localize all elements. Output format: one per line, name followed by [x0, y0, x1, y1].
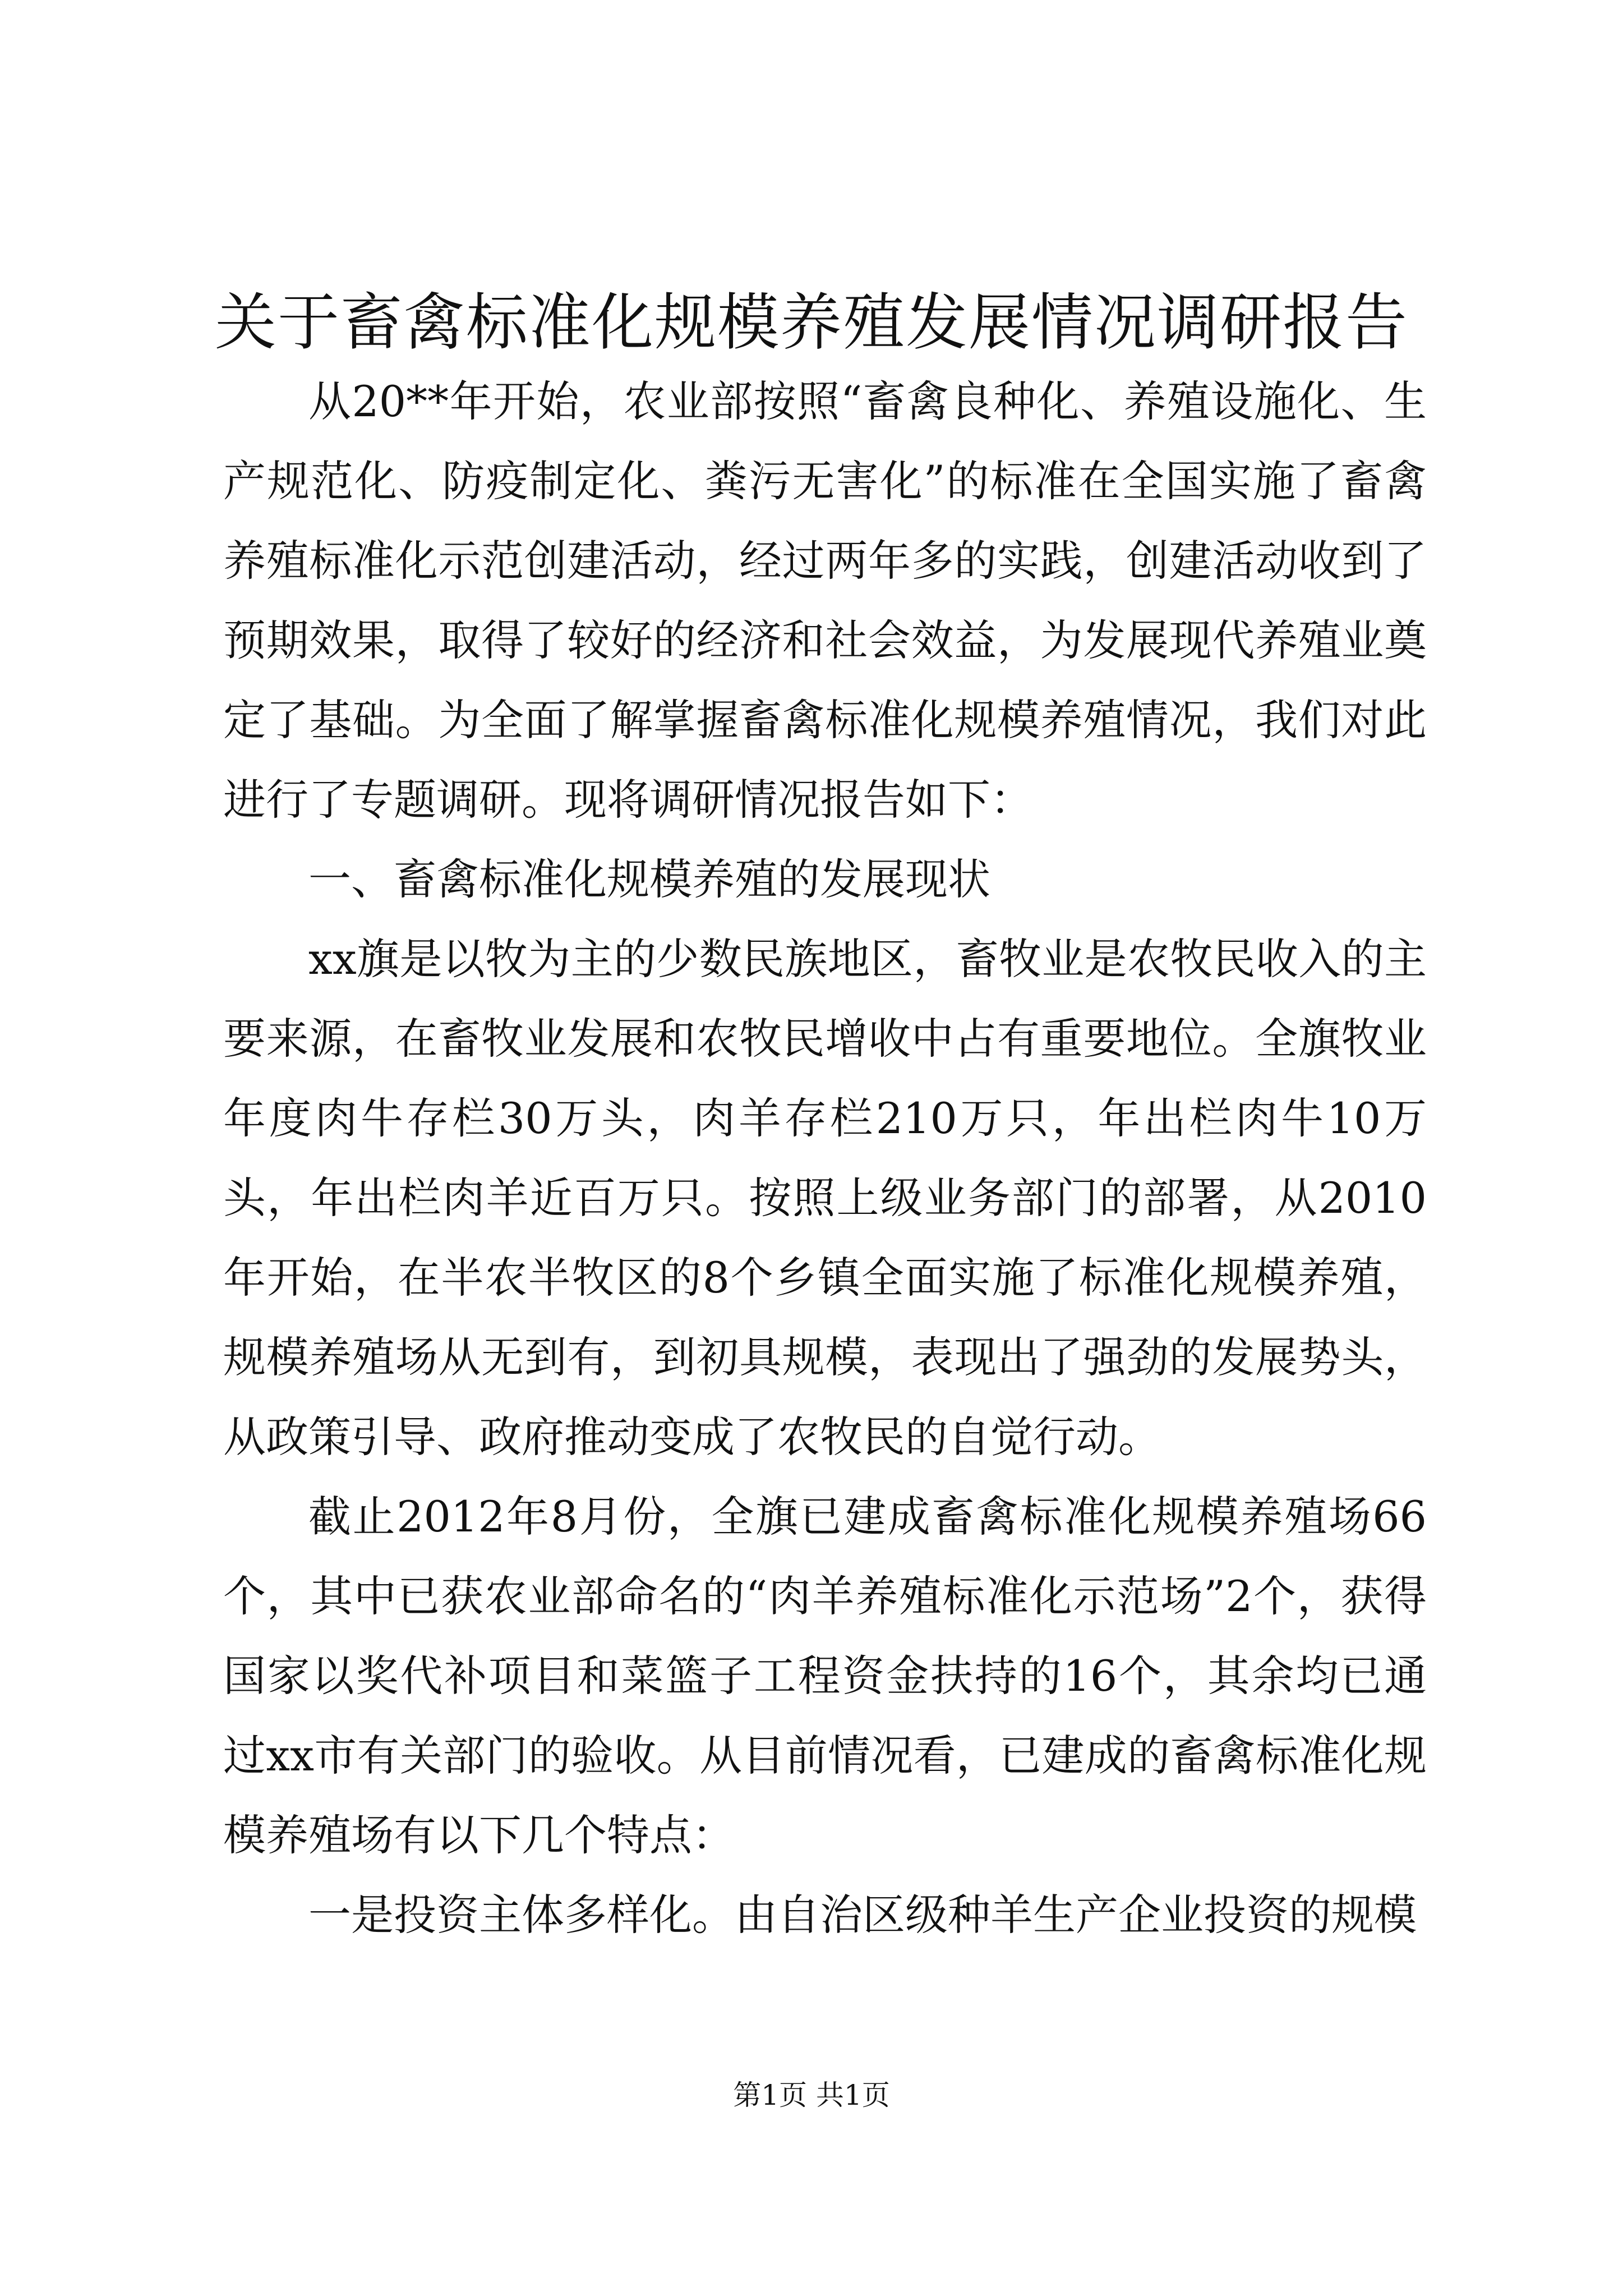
paragraph-status: xx旗是以牧为主的少数民族地区，畜牧业是农牧民收入的主要来源，在畜牧业发展和农牧民增收中占有重要地位。全旗牧业年度肉牛存栏30万头，肉羊存栏210万只，年出栏肉牛10万头，年出栏肉羊近百万只。按照上级业务部门的部署，从2010年开始，在半农半牧区的8个乡镇全面实施了标准化规模养殖，规模养殖场从无到有，到初具规模，表现出了强劲的发展势头，从政策引导、政府推动变成了农牧民的自觉行动。 — [223, 934, 1427, 1462]
document-title: 关于畜禽标准化规模养殖发展情况调研报告 — [215, 287, 1408, 358]
document-body — [223, 362, 1427, 1955]
page-number-footer: 第1页 共1页 — [733, 2079, 890, 2111]
section-heading-1: 一、畜禽标准化规模养殖的发展现状 — [308, 854, 990, 904]
paragraph-feature-1: 一是投资主体多样化。由自治区级种羊生产企业投资的规模 — [308, 1890, 1417, 1940]
paragraph-intro: 从20**年开始，农业部按照“畜禽良种化、养殖设施化、生产规范化、防疫制定化、粪污无害化”的标准在全国实施了畜禽养殖标准化示范创建活动，经过两年多的实践，创建活动收到了预期效果，取得了较好的经济和社会效益，为发展现代养殖业奠定了基础。为全面了解掌握畜禽标准化规模养殖情况，我们对此进行了专题调研。现将调研情况报告如下： — [223, 376, 1427, 825]
paragraph-statistics: 截止2012年8月份，全旗已建成畜禽标准化规模养殖场66个，其中已获农业部命名的“肉羊养殖标准化示范场”2个，获得国家以奖代补项目和菜篮子工程资金扶持的16个，其余均已通过xx市有关部门的验收。从目前情况看，已建成的畜禽标准化规模养殖场有以下几个特点： — [223, 1492, 1427, 1860]
